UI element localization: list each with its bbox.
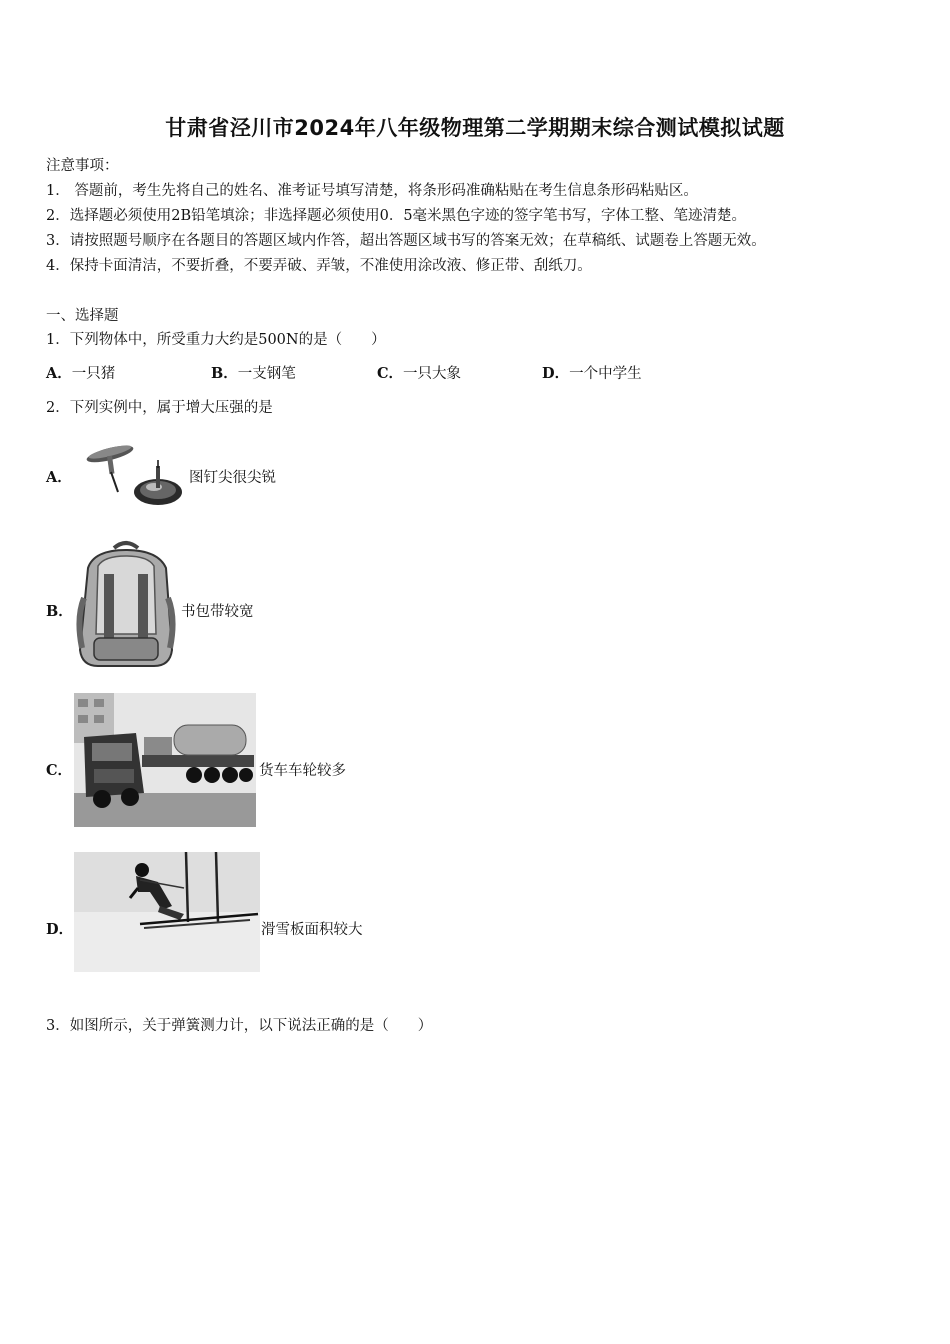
q1-option-a: [46, 362, 115, 383]
question-1-stem: 1．下列物体中，所受重力大约是500N的是（ ）: [46, 332, 386, 348]
q1-option-c: [377, 362, 461, 383]
page-title: 甘肃省泾川市2024年八年级物理第二学期期末综合测试模拟试题: [165, 116, 785, 140]
q1-option-a-text: 一只猪: [71, 366, 116, 382]
q1-option-c-label: C．: [377, 365, 404, 382]
q2-option-a-text: 图钉尖很尖锐: [189, 470, 276, 486]
q2-option-c-label: C．: [46, 762, 73, 779]
question-2-stem: 2．下列实例中，属于增大压强的是: [46, 400, 273, 416]
truck-image: [74, 693, 256, 827]
q1-option-c-text: 一只大象: [403, 366, 462, 382]
notes-heading: 注意事项：: [46, 158, 119, 174]
skier-image: [74, 852, 260, 972]
note-item-2: 2．选择题必须使用2B铅笔填涂；非选择题必须使用0．5毫米黑色字迹的签字笔书写，字体工整、笔迹清楚。: [46, 208, 747, 224]
q1-option-d: [542, 362, 642, 383]
note-item-4: 4．保持卡面清洁，不要折叠，不要弄破、弄皱，不准使用涂改液、修正带、刮纸刀。: [46, 258, 592, 274]
q1-option-b-label: B．: [211, 365, 238, 382]
q2-option-c-text: 货车车轮较多: [259, 763, 346, 779]
q1-option-d-label: D．: [542, 365, 570, 382]
note-item-3: 3．请按照题号顺序在各题目的答题区域内作答，超出答题区域书写的答案无效；在草稿纸、试题卷上答题无效。: [46, 233, 766, 249]
q1-option-d-text: 一个中学生: [569, 366, 642, 382]
q2-option-d-text: 滑雪板面积较大: [261, 922, 363, 938]
backpack-image: [74, 538, 178, 670]
q2-option-d-label: D．: [46, 921, 74, 938]
thumbtack-image: [74, 440, 186, 512]
q2-option-b-text: 书包带较宽: [181, 604, 254, 620]
q1-option-b: [211, 362, 296, 383]
note-item-1: 1． 答题前，考生先将自己的姓名、准考证号填写清楚，将条形码准确粘贴在考生信息条形码粘贴区。: [46, 183, 698, 199]
question-3-stem: 3．如图所示，关于弹簧测力计，以下说法正确的是（ ）: [46, 1018, 433, 1034]
q1-option-b-text: 一支钢笔: [237, 366, 296, 382]
q1-option-a-label: A．: [46, 365, 72, 382]
section-heading: 一、选择题: [46, 308, 119, 324]
q2-option-b-label: B．: [46, 603, 73, 620]
q2-option-a-label: A．: [46, 469, 72, 486]
